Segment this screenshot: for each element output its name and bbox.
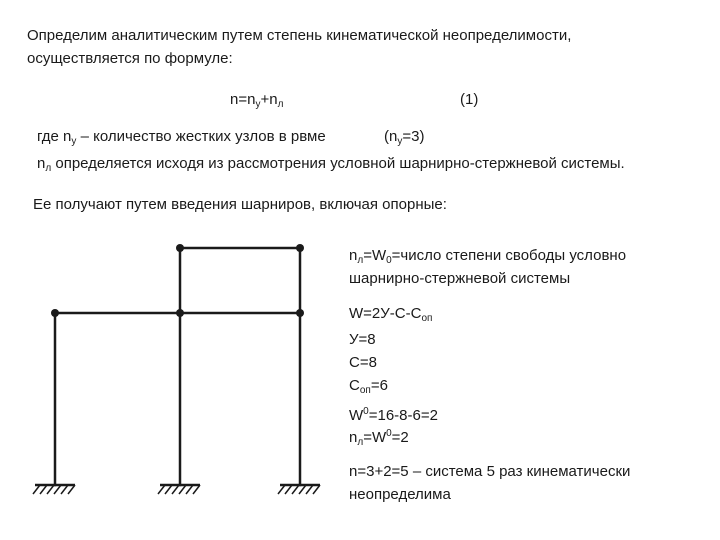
node-top-left	[176, 244, 184, 252]
nl-value: $n_л=W^0=2$	[349, 428, 409, 448]
node-left	[51, 309, 59, 317]
where-value: $(n_у=3)$	[384, 128, 425, 147]
formula-number: (1)	[460, 91, 479, 108]
result-line-1: n=3+2=5 – система 5 раз кинематически	[349, 463, 631, 480]
support-left	[33, 485, 75, 494]
u-value: У=8	[349, 331, 376, 348]
intro-line-2: осуществляется по формуле:	[27, 50, 233, 67]
nl-w0-definition: $n_л=W_0=число$ степени свободы условно	[349, 247, 627, 266]
nl-definition-line: $n_л$ определяется исходя из рассмотрения условной шарнирно-стержневой системы.	[37, 155, 625, 174]
support-right	[278, 485, 320, 494]
node-middle	[176, 309, 184, 317]
node-right	[296, 309, 304, 317]
node-top-right	[296, 244, 304, 252]
result-line-2: неопределима	[349, 486, 451, 503]
w0-value: $W^0=16-8-6=2$	[349, 406, 438, 424]
where-line: где $n_у$ – количество жестких узлов в рвме	[37, 128, 326, 147]
support-middle	[158, 485, 200, 494]
nl-w0-definition-line-2: шарнирно-стержневой системы	[349, 270, 571, 287]
obtain-line: Ее получают путем введения шарниров, включая опорные:	[33, 196, 447, 213]
w-formula: $W=2У-С-С_{оп}$	[349, 305, 433, 324]
formula: $n=n_у+n_л$	[230, 91, 284, 110]
c-value: С=8	[349, 354, 377, 371]
cop-value: $С_{оп}=6$	[349, 377, 388, 396]
intro-line-1: Определим аналитическим путем степень кинематической неопределимости,	[27, 27, 572, 44]
